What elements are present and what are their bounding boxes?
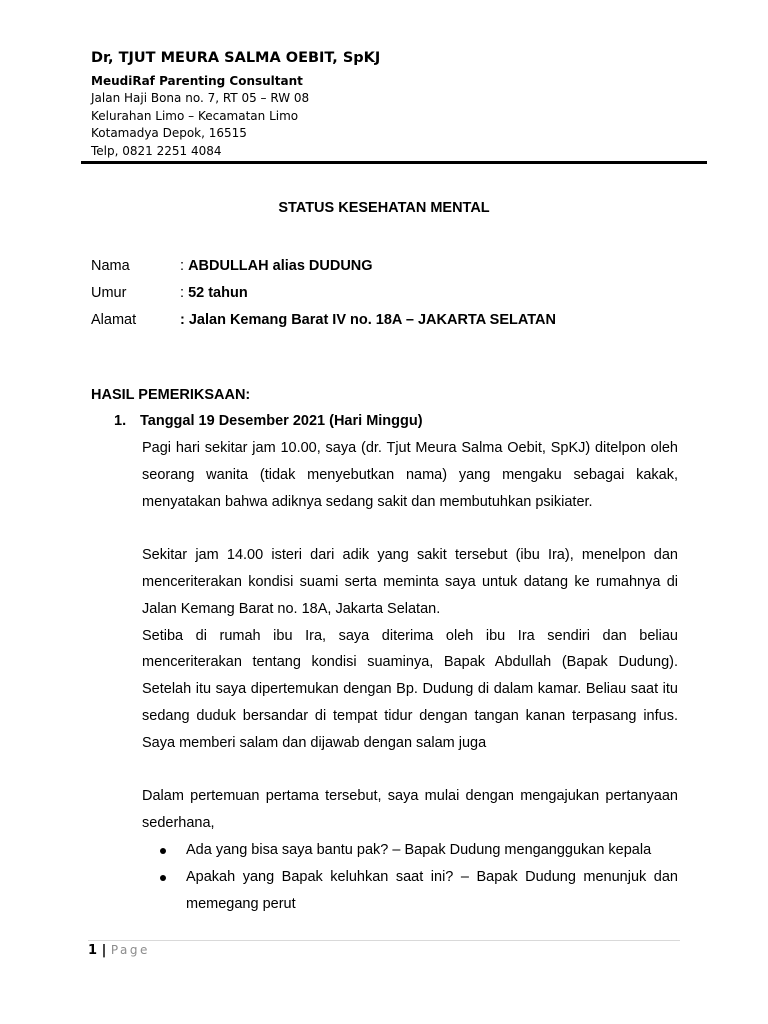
paragraph: Dalam pertemuan pertama tersebut, saya mulai dengan mengajukan pertanyaan sederhana, (142, 788, 678, 832)
paragraph: Sekitar jam 14.00 isteri dari adik yang sakit tersebut (ibu Ira), menelpon dan menceriterakan kondisi suami serta meminta saya untuk datang ke rumahnya di Jalan Kemang Barat no. 18A, Jakarta Selatan. (142, 547, 678, 617)
field-label: Alamat (91, 311, 137, 328)
page-number: 1 (88, 943, 98, 958)
field-label: Umur (91, 284, 127, 301)
patient-address-row (91, 306, 556, 333)
section-heading: HASIL PEMERIKSAAN: (91, 387, 251, 403)
address-line: Kelurahan Limo – Kecamatan Limo (91, 108, 299, 123)
field-colon: : (180, 284, 189, 301)
numbered-item-heading (114, 413, 423, 429)
question-list (142, 837, 678, 917)
bullet-icon (160, 848, 166, 854)
list-item-text: Ada yang bisa saya bantu pak? – Bapak Dudung menganggukan kepala (186, 841, 652, 858)
document-title: STATUS KESEHATAN MENTAL (278, 200, 490, 216)
field-label: Nama (91, 257, 130, 274)
organization-name: MeudiRaf Parenting Consultant (91, 74, 303, 88)
paragraph: Pagi hari sekitar jam 10.00, saya (dr. Tjut Meura Salma Oebit, SpKJ) ditelpon oleh seorang wanita (tidak menyebutkan nama) yang mengaku sebagai kakak, menyatakan bahwa adiknya sedang sakit dan membutuhkan psikiater. (142, 440, 678, 510)
phone-line: Telp, 0821 2251 4084 (91, 143, 222, 158)
field-value (180, 312, 556, 328)
list-item (142, 864, 678, 918)
patient-age: 52 tahun (188, 284, 248, 301)
patient-name: ABDULLAH alias DUDUNG (188, 257, 373, 274)
list-item (142, 837, 678, 864)
footer-divider (88, 940, 680, 941)
patient-info (91, 252, 556, 333)
page-separator: | (97, 943, 111, 958)
field-value (180, 285, 248, 301)
doctor-name: Dr, TJUT MEURA SALMA OEBIT, SpKJ (91, 50, 381, 66)
paragraph-gap (142, 757, 678, 784)
page-footer (88, 943, 150, 958)
patient-name-row (91, 252, 556, 279)
paragraph: Setiba di rumah ibu Ira, saya diterima oleh ibu Ira sendiri dan beliau menceriterakan tentang kondisi suaminya, Bapak Abdullah (Bapak Dudung). Setelah itu saya dipertemukan dengan Bp. Dudung di dalam kamar. Beliau saat itu sedang duduk bersandar di tempat tidur dengan tangan kanan terpasang infus. Saya memberi salam dan dijawab dengan salam juga (142, 627, 678, 751)
field-value (180, 258, 373, 274)
address-line: Jalan Haji Bona no. 7, RT 05 – RW 08 (91, 91, 310, 105)
item-number: 1. (114, 413, 127, 429)
field-colon: : (180, 257, 189, 274)
page-word: Page (110, 943, 150, 957)
list-item-text: Apakah yang Bapak keluhkan saat ini? – Bapak Dudung menunjuk dan memegang perut (186, 868, 678, 912)
letterhead (91, 48, 380, 160)
letterhead-divider (81, 161, 707, 164)
patient-age-row (91, 279, 556, 306)
address-line: Kotamadya Depok, 16515 (91, 126, 247, 140)
paragraph-gap (142, 515, 678, 542)
item-title: Tanggal 19 Desember 2021 (Hari Minggu) (140, 413, 423, 429)
patient-address: : Jalan Kemang Barat IV no. 18A – JAKARTA SELATAN (180, 311, 556, 328)
bullet-icon (160, 875, 166, 881)
report-body (142, 435, 678, 917)
